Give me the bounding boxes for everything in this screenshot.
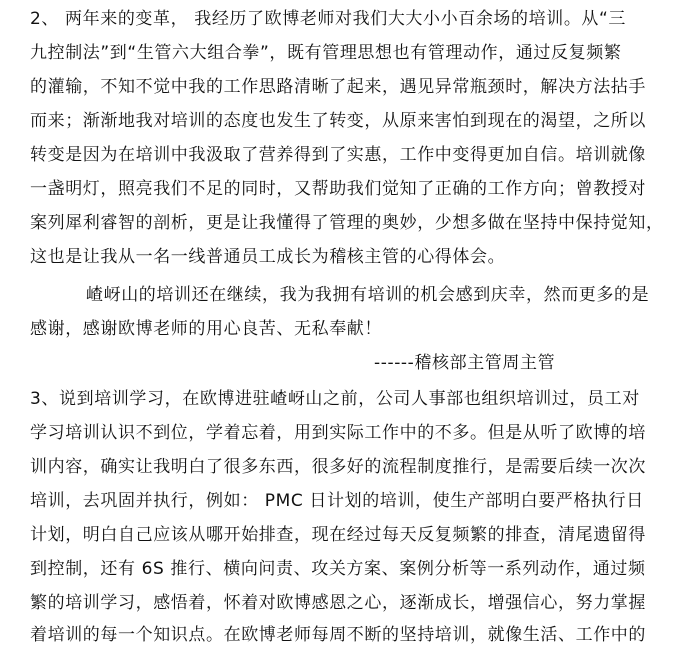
text-line: 而来；渐渐地我对培训的态度也发生了转变，从原来害怕到现在的渴望，之所以	[30, 111, 646, 131]
text-line: 一盏明灯，照亮我们不足的同时，又帮助我们觉知了正确的工作方向；曾教授对	[30, 179, 646, 199]
text-line: 这也是让我从一名一线普通员工成长为稽核主管的心得体会。	[30, 247, 506, 267]
text-line: 培训，去巩固并执行，例如： PMC 日计划的培训，使生产部明白要严格执行日	[30, 491, 644, 511]
text-line: 繁的培训学习，感悟着，怀着对欧博感恩之心，逐渐成长，增强信心，努力掌握	[30, 593, 646, 613]
text-line: 学习培训认识不到位，学着忘着，用到实际工作中的不多。但是从听了欧博的培	[30, 423, 646, 443]
text-line: 着培训的每一个知识点。在欧博老师每周不断的坚持培训，就像生活、工作中的	[30, 625, 646, 645]
text-line: 转变是因为在培训中我汲取了营养得到了实惠，工作中变得更加自信。培训就像	[30, 145, 646, 165]
signature-line: ------稽核部主管周主管	[374, 353, 556, 373]
text-line: 的灌输，不知不觉中我的工作思路清晰了起来，遇见异常瓶颈时，解决方法拈手	[30, 77, 646, 97]
text-line: 到控制，还有 6S 推行、横向问责、攻关方案、案例分析等一系列动作，通过频	[30, 559, 646, 579]
text-line: 3、说到培训学习，在欧博进驻嵖岈山之前，公司人事部也组织培训过，员工对	[30, 389, 640, 409]
text-line: 九控制法”到“生管六大组合拳”，既有管理思想也有管理动作，通过反复频繁	[30, 43, 622, 63]
text-line: 感谢，感谢欧博老师的用心良苦、无私奉献！	[30, 319, 382, 339]
text-line: 计划，明白自己应该从哪开始排查，现在经过每天反复频繁的排查，清尾遗留得	[30, 525, 646, 545]
text-line: 2、 两年来的变革， 我经历了欧博老师对我们大大小小百余场的培训。从“三	[30, 9, 627, 29]
text-line: 案列犀利睿智的剖析，更是让我懂得了管理的奥妙，少想多做在坚持中保持觉知，	[30, 213, 664, 233]
text-line: 训内容，确实让我明白了很多东西，很多好的流程制度推行，是需要后续一次次	[30, 457, 646, 477]
text-line: 嵖岈山的培训还在继续，我为我拥有培训的机会感到庆幸，然而更多的是	[86, 285, 650, 305]
